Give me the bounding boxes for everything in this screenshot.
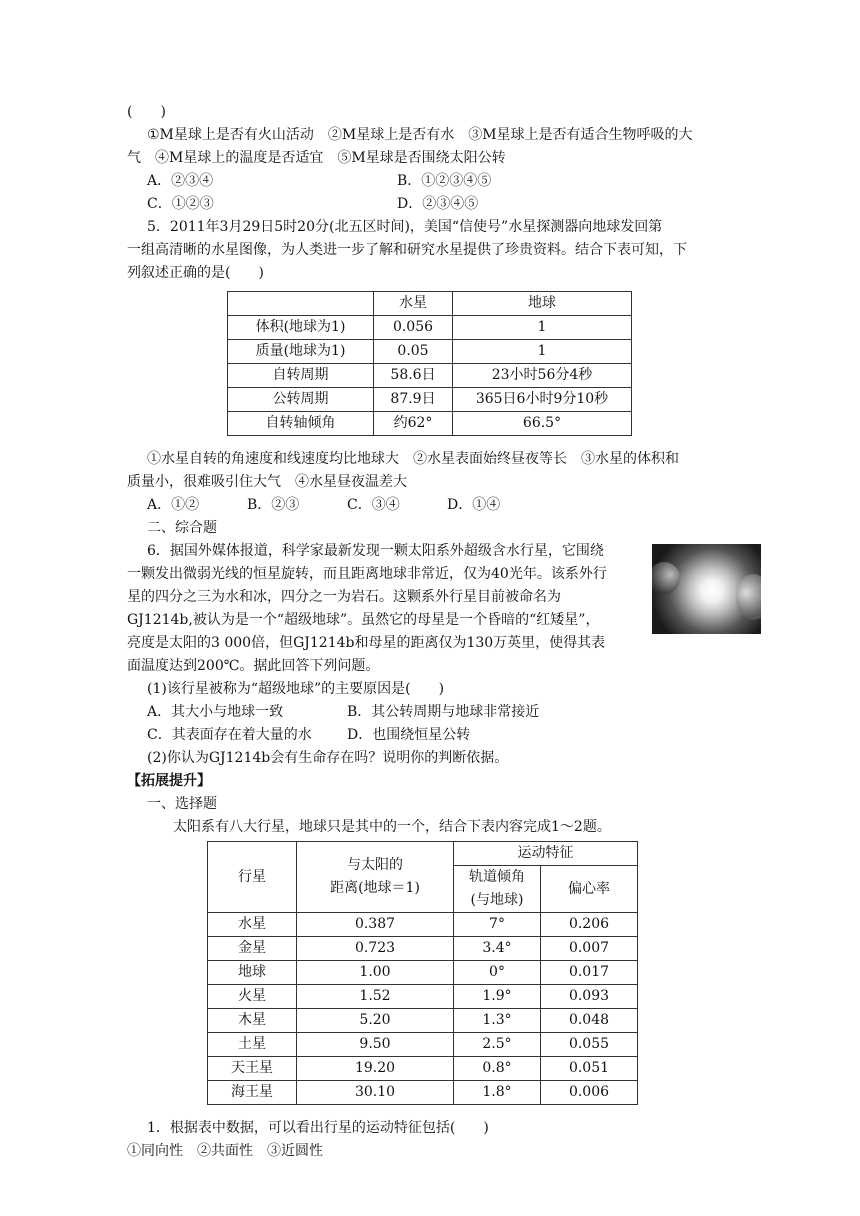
- option-c: C．①②③: [147, 196, 214, 212]
- question-6: [127, 540, 752, 678]
- question-5-items: ①水星自转的角速度和线速度均比地球大 ②水星表面始终昼夜等长 ③水星的体积和: [147, 451, 679, 467]
- table-cell: 地球: [208, 961, 297, 985]
- table-header-cell: 偏心率: [541, 866, 638, 913]
- question-6-line: 一颗发出微弱光线的恒星旋转，而且距离地球非常近，仅为40光年。该系外行: [127, 566, 607, 582]
- table-cell: 0.206: [541, 913, 638, 937]
- table-cell: 自转轴倾角: [228, 412, 374, 436]
- table-cell: 公转周期: [228, 388, 374, 412]
- table-cell: 木星: [208, 1009, 297, 1033]
- table-cell: 9.50: [297, 1033, 454, 1057]
- table-cell: 0.056: [374, 316, 453, 340]
- spacer: [127, 1105, 752, 1117]
- table-row: [208, 961, 638, 985]
- table-cell: 66.5°: [453, 412, 632, 436]
- table-cell: 1.00: [297, 961, 454, 985]
- table-cell: 2.5°: [454, 1033, 541, 1057]
- table-row: [208, 1081, 638, 1105]
- planet-icon: [652, 562, 680, 594]
- table-header-cell: [297, 842, 454, 913]
- options-row: [127, 724, 752, 747]
- question-items: ①M星球上是否有火山活动 ②M星球上是否有水 ③M星球上是否有适合生物呼吸的大: [147, 127, 693, 143]
- document-content: [127, 101, 752, 1163]
- table-header-cell: [228, 292, 374, 316]
- option-d: D．①④: [447, 497, 501, 513]
- table-cell: 金星: [208, 937, 297, 961]
- question-1-stem: 1．根据表中数据，可以看出行星的运动特征包括( ): [147, 1120, 489, 1136]
- table-header-row: [228, 292, 632, 316]
- answer-paren: ( ): [127, 104, 166, 120]
- table-cell: 0.006: [541, 1081, 638, 1105]
- option-a: A．②③④: [147, 173, 214, 189]
- question-5-stem-cont: 一组高清晰的水星图像，为人类进一步了解和研究水星提供了珍贵资料。结合下表可知，下: [127, 242, 687, 258]
- table-cell: 0.387: [297, 913, 454, 937]
- question-6-line: 星的四分之三为水和冰，四分之一为岩石。这颗系外行星目前被命名为: [127, 589, 561, 605]
- table-header-cell: 行星: [208, 842, 297, 913]
- section-heading: 二、综合题: [147, 520, 217, 536]
- planet-icon: [736, 574, 761, 620]
- table-cell: 1.8°: [454, 1081, 541, 1105]
- table-cell: 0.723: [297, 937, 454, 961]
- option-c: C．③④: [347, 497, 400, 513]
- sub-question-1: (1)该行星被称为“超级地球”的主要原因是( ): [147, 681, 445, 697]
- header-text: 轨道倾角: [469, 869, 525, 885]
- table-cell: 87.9日: [374, 388, 453, 412]
- table-row: [228, 340, 632, 364]
- table-cell: 天王星: [208, 1057, 297, 1081]
- table-cell: 23小时56分4秒: [453, 364, 632, 388]
- options-row: [127, 701, 752, 724]
- mercury-earth-table: [227, 291, 632, 436]
- section-heading: 一、选择题: [147, 796, 217, 812]
- table-cell: 3.4°: [454, 937, 541, 961]
- table-row: [208, 913, 638, 937]
- table-header-cell: 运动特征: [454, 842, 638, 866]
- table-cell: 0.017: [541, 961, 638, 985]
- table-cell: 7°: [454, 913, 541, 937]
- option-b: B．①②③④⑤: [397, 173, 492, 189]
- table-cell: 1: [453, 340, 632, 364]
- option-b: B．其公转周期与地球非常接近: [347, 704, 540, 720]
- table-header-cell: 水星: [374, 292, 453, 316]
- table-cell: 火星: [208, 985, 297, 1009]
- header-text: 与太阳的: [347, 857, 403, 873]
- table-intro: 太阳系有八大行星，地球只是其中的一个，结合下表内容完成1～2题。: [173, 819, 611, 835]
- exoplanet-image: [652, 544, 761, 634]
- question-5-items-cont: 质量小，很难吸引住大气 ④水星昼夜温差大: [127, 474, 407, 490]
- table-cell: 0.048: [541, 1009, 638, 1033]
- extension-title: 【拓展提升】: [127, 773, 211, 789]
- table-cell: 约62°: [374, 412, 453, 436]
- question-6-line: 面温度达到200℃。据此回答下列问题。: [127, 658, 380, 674]
- table-cell: 1: [453, 316, 632, 340]
- table-cell: 0.007: [541, 937, 638, 961]
- table-cell: 30.10: [297, 1081, 454, 1105]
- table-cell: 0.055: [541, 1033, 638, 1057]
- table-cell: 365日6小时9分10秒: [453, 388, 632, 412]
- question-6-stem: [127, 540, 637, 678]
- table-cell: 58.6日: [374, 364, 453, 388]
- question-items-cont: 气 ④M星球上的温度是否适宜 ⑤M星球是否围绕太阳公转: [127, 150, 506, 166]
- option-c: C．其表面存在着大量的水: [147, 727, 312, 743]
- question-5-stem: 5．2011年3月29日5时20分(北五区时间)，美国“信使号”水星探测器向地球发回第: [147, 219, 663, 235]
- question-6-line: 6．据国外媒体报道，科学家最新发现一颗太阳系外超级含水行星，它围绕: [147, 543, 604, 559]
- table-cell: 0.05: [374, 340, 453, 364]
- table-cell: 海王星: [208, 1081, 297, 1105]
- table-cell: 1.52: [297, 985, 454, 1009]
- table-cell: 5.20: [297, 1009, 454, 1033]
- table-cell: 1.9°: [454, 985, 541, 1009]
- table-cell: 0.051: [541, 1057, 638, 1081]
- question-6-line: GJ1214b,被认为是一个“超级地球”。虽然它的母星是一个昏暗的“红矮星”，: [127, 612, 600, 628]
- table-row: [208, 1033, 638, 1057]
- option-b: B．②③: [247, 497, 300, 513]
- planets-table: [207, 841, 638, 1105]
- table-row: [228, 316, 632, 340]
- table-row: [228, 388, 632, 412]
- spacer: [127, 436, 752, 448]
- table-row: [208, 1057, 638, 1081]
- table-row: [208, 937, 638, 961]
- table-row: [228, 364, 632, 388]
- table-cell: 0.8°: [454, 1057, 541, 1081]
- table-row: [228, 412, 632, 436]
- table-cell: 19.20: [297, 1057, 454, 1081]
- table-cell: 0.093: [541, 985, 638, 1009]
- table-cell: 0°: [454, 961, 541, 985]
- question-5-stem-end: 列叙述正确的是( ): [127, 265, 264, 281]
- table-row: [208, 985, 638, 1009]
- table-header-cell: 地球: [453, 292, 632, 316]
- table-header-cell: [454, 866, 541, 913]
- table-cell: 土星: [208, 1033, 297, 1057]
- option-d: D．也围绕恒星公转: [347, 727, 471, 743]
- table-row: [208, 1009, 638, 1033]
- options-row: [127, 170, 752, 193]
- options-row: [127, 193, 752, 216]
- option-a: A．①②: [147, 497, 200, 513]
- question-1-items: ①同向性 ②共面性 ③近圆性: [127, 1143, 323, 1159]
- header-text: 距离(地球＝1): [330, 880, 420, 896]
- header-text: (与地球): [470, 892, 524, 908]
- table-header-row: [208, 842, 638, 866]
- table-cell: 水星: [208, 913, 297, 937]
- table-cell: 1.3°: [454, 1009, 541, 1033]
- question-6-line: 亮度是太阳的3 000倍，但GJ1214b和母星的距离仅为130万英里，使得其表: [127, 635, 606, 651]
- table-cell: 自转周期: [228, 364, 374, 388]
- table-cell: 质量(地球为1): [228, 340, 374, 364]
- option-d: D．②③④⑤: [397, 196, 479, 212]
- table-cell: 体积(地球为1): [228, 316, 374, 340]
- options-row: [127, 494, 752, 517]
- option-a: A．其大小与地球一致: [147, 704, 284, 720]
- sub-question-2: (2)你认为GJ1214b会有生命存在吗？说明你的判断依据。: [147, 750, 509, 766]
